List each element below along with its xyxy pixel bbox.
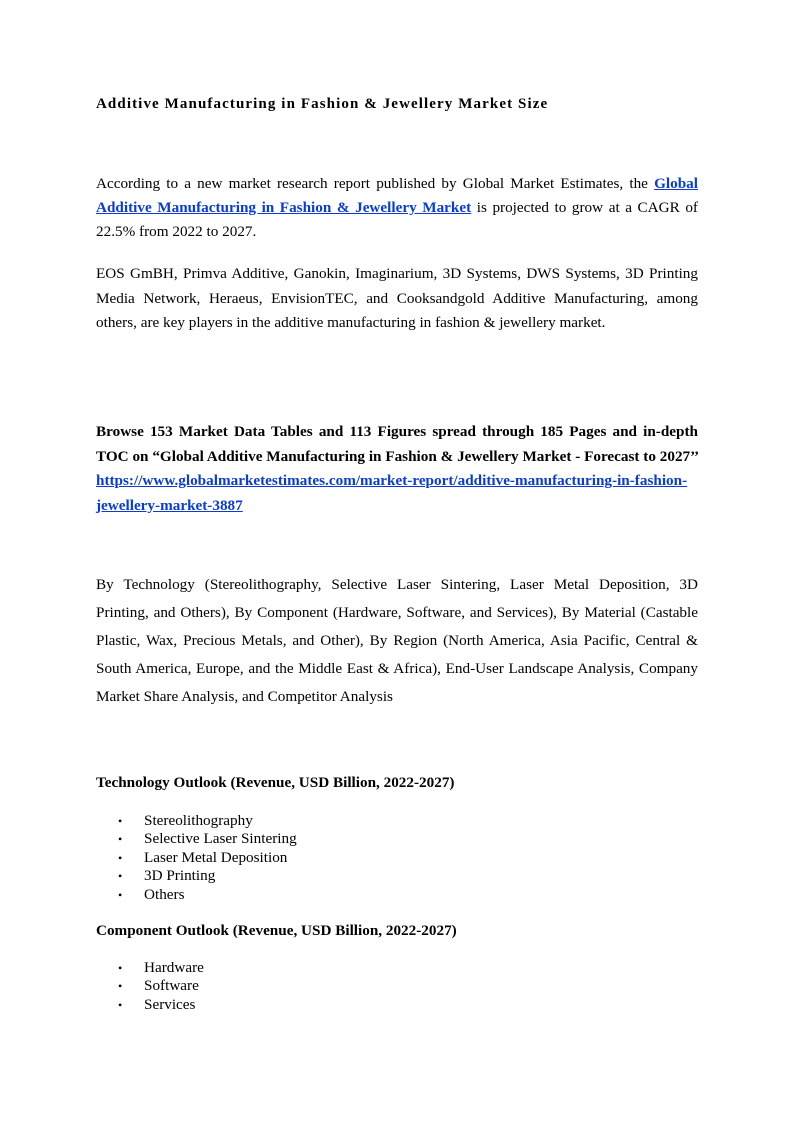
component-outlook-list xyxy=(96,959,204,1014)
page-title: Additive Manufacturing in Fashion & Jewellery Market Size xyxy=(96,96,549,112)
browse-paragraph xyxy=(96,420,698,518)
segmentation-paragraph: By Technology (Stereolithography, Selective Laser Sintering, Laser Metal Deposition, 3D Printing, and Others), By Component (Hardware, Software, and Services), By Material (Castable Plastic, Wax, Precious Metals, and Other), By Region (North America, Asia Pacific, Central & South America, Europe, and the Middle East & Africa), End-User Landscape Analysis, Company Market Share Analysis, and Competitor Analysis xyxy=(96,576,698,705)
list-item-label: 3D Printing xyxy=(144,867,216,885)
intro-text-after: is projected to grow at a CAGR of 22.5% from 2022 to 2027. xyxy=(96,199,698,240)
bullet-icon: • xyxy=(118,887,123,902)
intro-paragraph xyxy=(96,172,698,244)
list-item-label: Software xyxy=(144,977,199,995)
list-item xyxy=(96,886,297,904)
list-item-label: Laser Metal Deposition xyxy=(144,848,288,866)
list-item xyxy=(96,977,204,995)
list-item-label: Hardware xyxy=(144,959,204,976)
list-item-label: Stereolithography xyxy=(144,812,253,829)
browse-text: Browse 153 Market Data Tables and 113 Figures spread through 185 Pages and in-depth TOC on “Global Additive Manufacturing in Fashion & Jewellery Market - Forecast to 2027’’ xyxy=(96,423,698,465)
list-item xyxy=(96,830,297,848)
market-report-link[interactable]: Global Additive Manufacturing in Fashion & Jewellery Market xyxy=(96,175,698,216)
component-outlook-heading: Component Outlook (Revenue, USD Billion, 2022-2027) xyxy=(96,922,457,939)
list-item xyxy=(96,996,204,1014)
bullet-icon: • xyxy=(118,814,123,828)
list-item xyxy=(96,812,297,830)
bullet-icon: • xyxy=(118,832,123,847)
technology-outlook-heading: Technology Outlook (Revenue, USD Billion, 2022-2027) xyxy=(96,774,455,791)
intro-text-before: According to a new market research report published by Global Market Estimates, the xyxy=(96,175,655,192)
key-players-paragraph: EOS GmBH, Primva Additive, Ganokin, Imaginarium, 3D Systems, DWS Systems, 3D Printing Media Network, Heraeus, EnvisionTEC, and Cooksandgold Additive Manufacturing, among others, are key players in the additive manufacturing in fashion & jewellery market. xyxy=(96,265,698,332)
list-item-label: Selective Laser Sintering xyxy=(144,830,297,848)
bullet-icon: • xyxy=(118,961,123,975)
bullet-icon: • xyxy=(118,850,123,865)
technology-outlook-list xyxy=(96,812,297,904)
bullet-icon: • xyxy=(118,997,123,1012)
report-url-link[interactable]: https://www.globalmarketestimates.com/market-report/additive-manufacturing-in-fashion-jewellery-market-3887 xyxy=(96,472,688,514)
bullet-icon: • xyxy=(118,979,123,994)
list-item-label: Services xyxy=(144,995,196,1013)
bullet-icon: • xyxy=(118,869,123,884)
list-item xyxy=(96,867,297,885)
list-item-label: Others xyxy=(144,885,185,903)
list-item xyxy=(96,849,297,867)
list-item xyxy=(96,959,204,977)
